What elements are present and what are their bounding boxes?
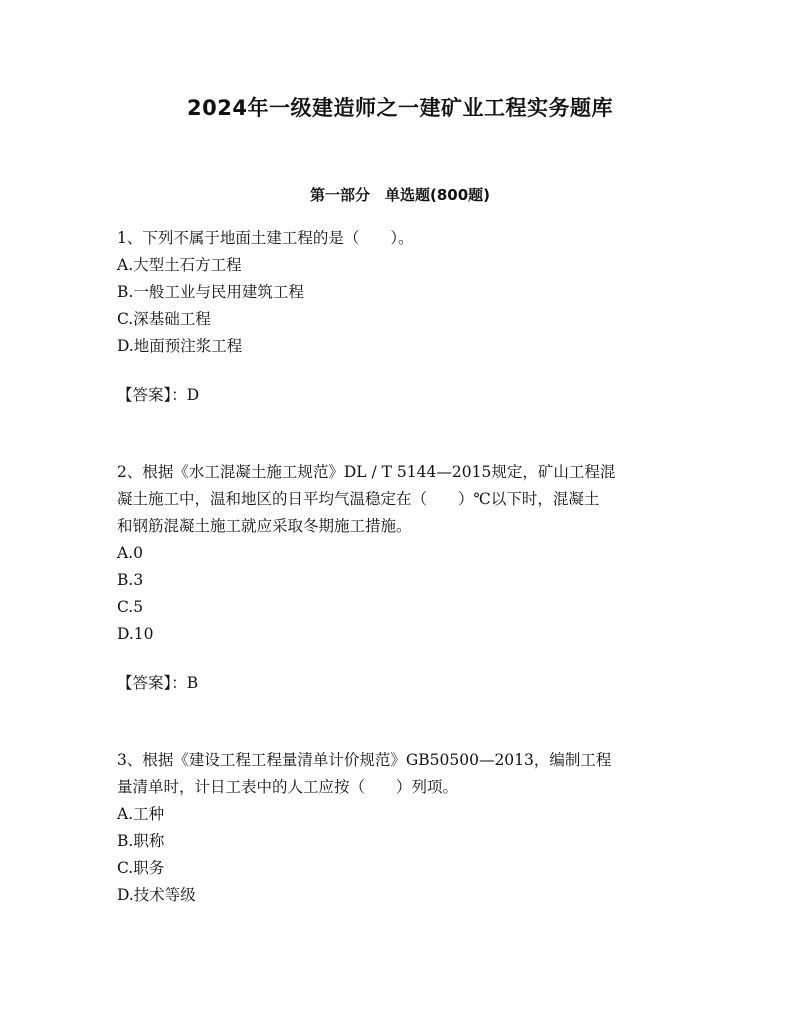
question-1 [117,225,692,409]
option-b: B.一般工业与民用建筑工程 [117,283,304,301]
question-stem: 凝土施工中，温和地区的日平均气温稳定在（ ）℃以下时，混凝土 [117,490,600,508]
question-stem: 1、下列不属于地面土建工程的是（ ）。 [117,229,414,247]
option-d: D.10 [117,625,154,643]
question-list [117,225,692,909]
option-d: D.地面预注浆工程 [117,337,243,355]
option-d: D.技术等级 [117,886,196,904]
answer-line: 【答案】：D [117,386,200,404]
question-stem: 3、根据《建设工程工程量清单计价规范》GB50500—2013，编制工程 [117,751,612,769]
section-title: 第一部分 单选题(800题) [309,186,491,204]
question-stem: 2、根据《水工混凝土施工规范》DL / T 5144—2015规定，矿山工程混 [117,463,616,481]
option-c: C.职务 [117,859,165,877]
option-c: C.深基础工程 [117,310,211,328]
question-stem: 量清单时，计日工表中的人工应按（ ）列项。 [117,778,459,796]
option-a: A.工种 [117,805,165,823]
document-title: 2024年一级建造师之一建矿业工程实务题库 [187,96,613,120]
question-3 [117,747,692,909]
question-stem: 和钢筋混凝土施工就应采取冬期施工措施。 [117,517,412,535]
option-c: C.5 [117,598,144,616]
option-a: A.大型土石方工程 [117,256,242,274]
question-2 [117,459,692,697]
option-b: B.3 [117,571,144,589]
answer-line: 【答案】：B [117,674,199,692]
option-b: B.职称 [117,832,165,850]
option-a: A.0 [117,544,143,562]
